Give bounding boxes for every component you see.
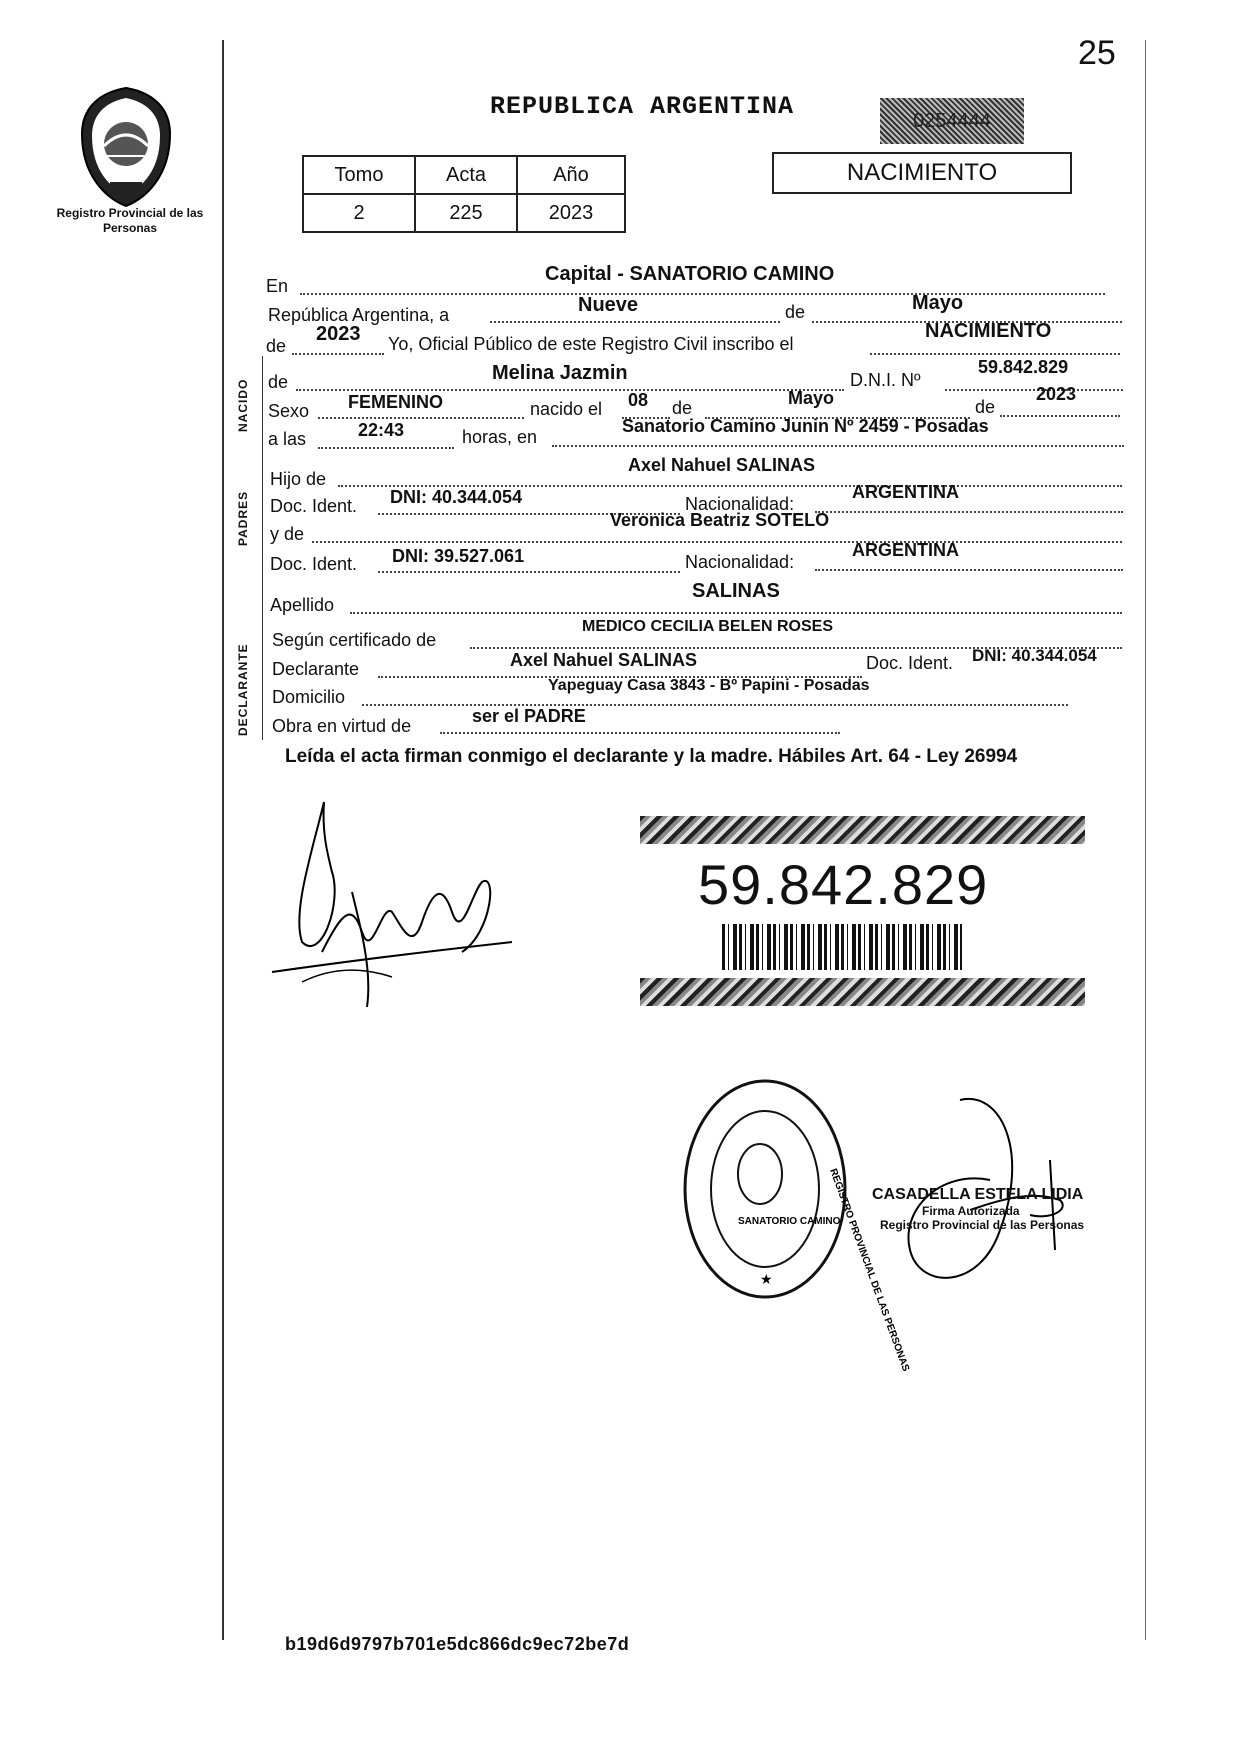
label-de1: de [785, 302, 806, 322]
value-padre-nac: ARGENTINA [852, 482, 959, 502]
label-nacido: nacido el [530, 399, 603, 419]
value-hora: 22:43 [358, 420, 405, 440]
official-office: Registro Provincial de las Personas [880, 1218, 1085, 1232]
dots [350, 611, 1122, 614]
label-en: En [266, 276, 289, 296]
register-header-tomo: Tomo [303, 156, 415, 194]
label-a-las: a las [268, 429, 307, 449]
label-doc3: Doc. Ident. [866, 653, 954, 673]
value-dia-nac: 08 [628, 390, 649, 410]
closing-statement: Leída el acta firman conmigo el declarante y la madre. Hábiles Art. 64 - Ley 26994 [285, 746, 1018, 767]
declarant-signature [262, 792, 522, 1012]
label-horas: horas, en [462, 427, 538, 447]
seal-ring-text: REGISTRO PROVINCIAL DE LAS PERSONAS [827, 1167, 911, 1373]
dots [870, 352, 1120, 355]
dots [292, 352, 384, 355]
value-madre: Veronica Beatriz SOTELO [610, 510, 830, 530]
institution-label: Registro Provincial de las Personas [56, 206, 204, 235]
value-anio: 2023 [316, 323, 361, 345]
value-madre-nac: ARGENTINA [852, 540, 959, 560]
section-label-declarante: DECLARANTE [236, 643, 250, 736]
dni-stamp [640, 816, 1085, 1011]
register-table [302, 155, 626, 233]
dots [945, 388, 1123, 391]
label-nac1: Nacionalidad: [685, 494, 795, 514]
label-de4: de [672, 398, 693, 418]
label-doc1: Doc. Ident. [270, 496, 358, 516]
official-role: Firma Autorizada [922, 1204, 1020, 1218]
value-padre: Axel Nahuel SALINAS [628, 455, 816, 475]
label-declarante: Declarante [272, 659, 360, 679]
document-hash: b19d6d9797b701e5dc866dc9ec72be7d [285, 1634, 630, 1654]
label-de3: de [268, 372, 289, 392]
document-title: REPUBLICA ARGENTINA [490, 92, 795, 121]
right-margin-line [1145, 40, 1146, 1640]
dots [318, 446, 454, 449]
value-nombre: Melina Jazmin [492, 362, 628, 384]
dots [815, 568, 1123, 571]
value-certificado: MEDICO CECILIA BELEN ROSES [582, 618, 833, 635]
dots [552, 444, 1124, 447]
label-sexo: Sexo [268, 401, 310, 421]
dots [378, 570, 680, 573]
dots [815, 510, 1123, 513]
label-obra: Obra en virtud de [272, 716, 412, 736]
register-value-anio: 2023 [517, 194, 625, 232]
value-declarante: Axel Nahuel SALINAS [510, 650, 698, 670]
stamp-stripe-bottom [640, 978, 1085, 1006]
value-mes-nac: Mayo [788, 388, 835, 408]
value-domicilio: Yapeguay Casa 3843 - Bº Papini - Posadas [548, 677, 870, 694]
value-padre-doc: DNI: 40.344.054 [390, 487, 523, 507]
label-de5: de [975, 397, 996, 417]
value-anio-nac: 2023 [1036, 384, 1077, 404]
value-sexo: FEMENINO [348, 392, 444, 412]
dots [440, 731, 840, 734]
section-label-nacido: NACIDO [236, 378, 250, 432]
section-divider [262, 356, 263, 740]
value-tipo-inscripcion: NACIMIENTO [925, 320, 1052, 342]
dots [1000, 414, 1120, 417]
value-lugar: Capital - SANATORIO CAMINO [545, 263, 835, 285]
left-margin-line [222, 40, 224, 1640]
label-hijo: Hijo de [270, 469, 327, 489]
dots [362, 703, 1068, 706]
dots [296, 388, 844, 391]
label-doc2: Doc. Ident. [270, 554, 358, 574]
page-number: 25 [1078, 34, 1116, 72]
value-declarante-doc: DNI: 40.344.054 [972, 646, 1097, 665]
section-label-padres: PADRES [236, 490, 250, 546]
label-dni: D.N.I. Nº [850, 370, 921, 390]
value-lugar-nac: Sanatorio Camino Junin Nº 2459 - Posadas [622, 416, 989, 436]
value-apellido: SALINAS [692, 580, 780, 602]
official-name: CASADELLA ESTELA LIDIA [872, 1186, 1084, 1203]
register-header-anio: Año [517, 156, 625, 194]
seal-graphic [680, 1074, 911, 1373]
stamp-stripe-top [640, 816, 1085, 844]
label-yo: Yo, Oficial Público de este Registro Civil inscribo el [388, 334, 794, 354]
value-obra: ser el PADRE [472, 706, 586, 726]
label-nac2: Nacionalidad: [685, 552, 795, 572]
dots [318, 416, 524, 419]
dots [312, 540, 1122, 543]
value-dni: 59.842.829 [978, 357, 1069, 377]
dots [490, 320, 780, 323]
label-republica: República Argentina, a [268, 305, 450, 325]
label-de2: de [266, 336, 287, 356]
official-block [872, 1186, 1084, 1232]
stamp-dni-number: 59.842.829 [698, 853, 989, 916]
register-value-tomo: 2 [303, 194, 415, 232]
dots [300, 292, 1105, 295]
register-value-acta: 225 [415, 194, 517, 232]
official-seal [680, 1074, 911, 1373]
register-header-acta: Acta [415, 156, 517, 194]
record-type-box: NACIMIENTO [772, 152, 1072, 194]
label-yde: y de [270, 524, 305, 544]
label-segun: Según certificado de [272, 630, 437, 650]
seal-center-text: SANATORIO CAMINO [738, 1216, 841, 1227]
label-domicilio: Domicilio [272, 687, 346, 707]
serial-number-stamp: 0254444 [880, 98, 1024, 144]
barcode [722, 924, 962, 970]
label-apellido: Apellido [270, 595, 335, 615]
provincial-shield-logo [70, 84, 182, 210]
value-mes: Mayo [912, 292, 964, 314]
value-madre-doc: DNI: 39.527.061 [392, 546, 525, 566]
value-dia: Nueve [578, 294, 639, 316]
svg-text:★: ★ [760, 1271, 773, 1287]
